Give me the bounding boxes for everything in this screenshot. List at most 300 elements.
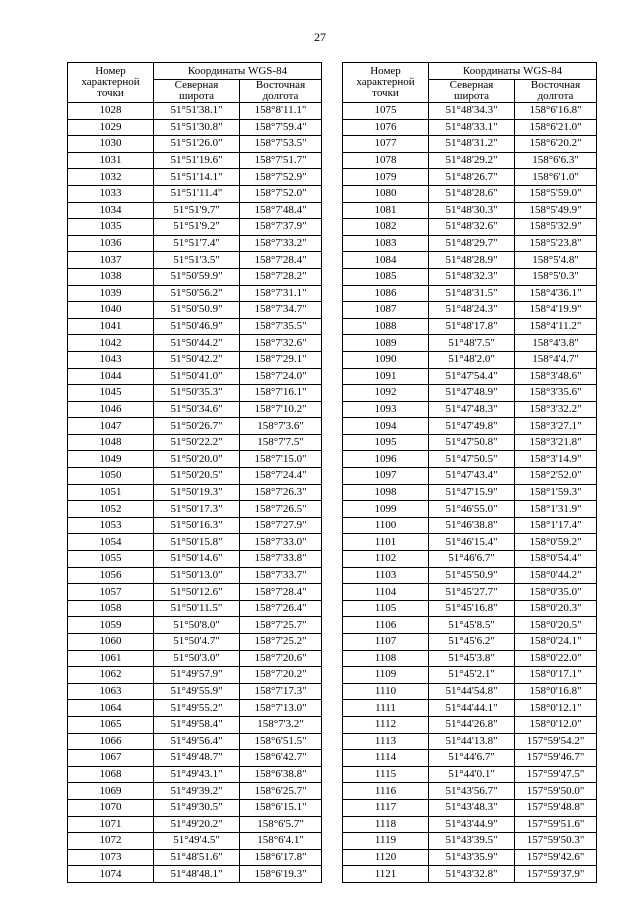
table-row [68, 318, 322, 335]
latitude-cell: 51°43'39.5" [429, 833, 515, 850]
point-number-cell: 1089 [343, 335, 429, 352]
longitude-cell: 157°59'48.8" [515, 799, 597, 816]
longitude-cell: 158°0'24.1" [515, 634, 597, 651]
header-coordinates: Координаты WGS-84 [154, 63, 322, 80]
table-row [343, 318, 597, 335]
point-number-cell: 1085 [343, 268, 429, 285]
longitude-cell: 158°4'19.9" [515, 302, 597, 319]
longitude-cell: 158°1'31.9" [515, 501, 597, 518]
point-number-cell: 1104 [343, 584, 429, 601]
point-number-cell: 1052 [68, 501, 154, 518]
table-row [343, 103, 597, 120]
point-number-cell: 1070 [68, 799, 154, 816]
table-row [68, 766, 322, 783]
point-number-cell: 1043 [68, 351, 154, 368]
point-number-cell: 1099 [343, 501, 429, 518]
table-row [343, 351, 597, 368]
table-row [343, 517, 597, 534]
latitude-cell: 51°50'11.5" [154, 600, 240, 617]
table-row [68, 451, 322, 468]
longitude-cell: 158°6'25.7" [240, 783, 322, 800]
latitude-cell: 51°51'14.1" [154, 169, 240, 186]
longitude-cell: 157°59'50.0" [515, 783, 597, 800]
table-row [343, 119, 597, 136]
point-number-cell: 1091 [343, 368, 429, 385]
table-row [343, 368, 597, 385]
table-row [68, 667, 322, 684]
latitude-cell: 51°48'48.1" [154, 866, 240, 883]
point-number-cell: 1055 [68, 551, 154, 568]
point-number-cell: 1066 [68, 733, 154, 750]
table-row [343, 667, 597, 684]
point-number-cell: 1064 [68, 700, 154, 717]
latitude-cell: 51°50'16.3" [154, 517, 240, 534]
table-row [68, 285, 322, 302]
table-row [68, 534, 322, 551]
latitude-cell: 51°48'51.6" [154, 849, 240, 866]
longitude-cell: 158°7'3.6" [240, 418, 322, 435]
table-row [343, 401, 597, 418]
coordinates-table-right [342, 62, 597, 883]
point-number-cell: 1081 [343, 202, 429, 219]
table-row [68, 484, 322, 501]
latitude-cell: 51°44'44.1" [429, 700, 515, 717]
point-number-cell: 1047 [68, 418, 154, 435]
table-row [68, 833, 322, 850]
table-row [68, 252, 322, 269]
longitude-cell: 158°0'20.5" [515, 617, 597, 634]
longitude-cell: 158°0'12.1" [515, 700, 597, 717]
table-row [343, 202, 597, 219]
latitude-cell: 51°49'55.9" [154, 683, 240, 700]
latitude-cell: 51°45'2.1" [429, 667, 515, 684]
table-row [68, 551, 322, 568]
table-row [68, 434, 322, 451]
longitude-cell: 158°4'3.8" [515, 335, 597, 352]
longitude-cell: 158°7'33.0" [240, 534, 322, 551]
longitude-cell: 158°0'17.1" [515, 667, 597, 684]
point-number-cell: 1071 [68, 816, 154, 833]
longitude-cell: 158°5'0.3" [515, 268, 597, 285]
longitude-cell: 158°3'48.6" [515, 368, 597, 385]
point-number-cell: 1058 [68, 600, 154, 617]
table-row [68, 468, 322, 485]
header-latitude: Северная широта [154, 80, 240, 103]
table-row [343, 285, 597, 302]
latitude-cell: 51°49'56.4" [154, 733, 240, 750]
longitude-cell: 157°59'54.2" [515, 733, 597, 750]
point-number-cell: 1039 [68, 285, 154, 302]
longitude-cell: 157°59'37.9" [515, 866, 597, 883]
table-row [343, 617, 597, 634]
longitude-cell: 158°5'4.8" [515, 252, 597, 269]
longitude-cell: 158°7'27.9" [240, 517, 322, 534]
longitude-cell: 158°0'20.3" [515, 600, 597, 617]
header-latitude: Северная широта [429, 80, 515, 103]
latitude-cell: 51°45'16.8" [429, 600, 515, 617]
latitude-cell: 51°50'19.3" [154, 484, 240, 501]
longitude-cell: 158°6'4.1" [240, 833, 322, 850]
latitude-cell: 51°47'50.5" [429, 451, 515, 468]
longitude-cell: 158°0'12.0" [515, 716, 597, 733]
table-row [343, 235, 597, 252]
table-row [343, 252, 597, 269]
table-row [68, 849, 322, 866]
point-number-cell: 1073 [68, 849, 154, 866]
latitude-cell: 51°49'48.7" [154, 750, 240, 767]
longitude-cell: 157°59'42.6" [515, 849, 597, 866]
table-row [68, 136, 322, 153]
latitude-cell: 51°43'48.3" [429, 799, 515, 816]
table-row [68, 385, 322, 402]
point-number-cell: 1069 [68, 783, 154, 800]
longitude-cell: 158°7'59.4" [240, 119, 322, 136]
latitude-cell: 51°49'20.2" [154, 816, 240, 833]
point-number-cell: 1097 [343, 468, 429, 485]
latitude-cell: 51°50'56.2" [154, 285, 240, 302]
latitude-cell: 51°50'41.0" [154, 368, 240, 385]
table-row [343, 816, 597, 833]
latitude-cell: 51°44'54.8" [429, 683, 515, 700]
table-row [343, 733, 597, 750]
point-number-cell: 1067 [68, 750, 154, 767]
latitude-cell: 51°45'27.7" [429, 584, 515, 601]
longitude-cell: 158°3'27.1" [515, 418, 597, 435]
longitude-cell: 158°1'59.3" [515, 484, 597, 501]
point-number-cell: 1049 [68, 451, 154, 468]
point-number-cell: 1045 [68, 385, 154, 402]
point-number-cell: 1083 [343, 235, 429, 252]
point-number-cell: 1030 [68, 136, 154, 153]
latitude-cell: 51°47'54.4" [429, 368, 515, 385]
latitude-cell: 51°50'42.2" [154, 351, 240, 368]
table-row [343, 716, 597, 733]
table-row [343, 484, 597, 501]
latitude-cell: 51°47'43.4" [429, 468, 515, 485]
table-row [343, 833, 597, 850]
longitude-cell: 158°7'20.6" [240, 650, 322, 667]
latitude-cell: 51°45'50.9" [429, 567, 515, 584]
table-row [68, 351, 322, 368]
table-row [68, 169, 322, 186]
coordinates-table-left [67, 62, 322, 883]
latitude-cell: 51°48'28.9" [429, 252, 515, 269]
longitude-cell: 158°7'16.1" [240, 385, 322, 402]
latitude-cell: 51°49'4.5" [154, 833, 240, 850]
longitude-cell: 158°6'42.7" [240, 750, 322, 767]
table-row [68, 268, 322, 285]
point-number-cell: 1098 [343, 484, 429, 501]
point-number-cell: 1038 [68, 268, 154, 285]
longitude-cell: 158°7'20.2" [240, 667, 322, 684]
latitude-cell: 51°51'38.1" [154, 103, 240, 120]
longitude-cell: 158°6'6.3" [515, 152, 597, 169]
point-number-cell: 1079 [343, 169, 429, 186]
latitude-cell: 51°48'32.3" [429, 268, 515, 285]
point-number-cell: 1048 [68, 434, 154, 451]
longitude-cell: 158°0'16.8" [515, 683, 597, 700]
table-row [68, 185, 322, 202]
point-number-cell: 1087 [343, 302, 429, 319]
longitude-cell: 158°7'13.0" [240, 700, 322, 717]
point-number-cell: 1082 [343, 219, 429, 236]
point-number-cell: 1119 [343, 833, 429, 850]
latitude-cell: 51°46'6.7" [429, 551, 515, 568]
point-number-cell: 1029 [68, 119, 154, 136]
longitude-cell: 158°5'23.8" [515, 235, 597, 252]
latitude-cell: 51°45'8.5" [429, 617, 515, 634]
table-row [68, 600, 322, 617]
longitude-cell: 158°7'3.2" [240, 716, 322, 733]
latitude-cell: 51°48'7.5" [429, 335, 515, 352]
table-row [343, 434, 597, 451]
latitude-cell: 51°51'26.0" [154, 136, 240, 153]
point-number-cell: 1035 [68, 219, 154, 236]
point-number-cell: 1037 [68, 252, 154, 269]
point-number-cell: 1088 [343, 318, 429, 335]
point-number-cell: 1093 [343, 401, 429, 418]
table-row [68, 650, 322, 667]
latitude-cell: 51°51'9.7" [154, 202, 240, 219]
point-number-cell: 1075 [343, 103, 429, 120]
longitude-cell: 158°0'54.4" [515, 551, 597, 568]
latitude-cell: 51°45'3.8" [429, 650, 515, 667]
table-row [343, 219, 597, 236]
point-number-cell: 1092 [343, 385, 429, 402]
longitude-cell: 158°6'20.2" [515, 136, 597, 153]
longitude-cell: 158°7'26.3" [240, 484, 322, 501]
latitude-cell: 51°44'26.8" [429, 716, 515, 733]
table-row [68, 517, 322, 534]
longitude-cell: 157°59'51.6" [515, 816, 597, 833]
point-number-cell: 1034 [68, 202, 154, 219]
table-row [343, 766, 597, 783]
latitude-cell: 51°47'48.9" [429, 385, 515, 402]
longitude-cell: 158°6'17.8" [240, 849, 322, 866]
longitude-cell: 158°7'31.1" [240, 285, 322, 302]
latitude-cell: 51°48'17.8" [429, 318, 515, 335]
latitude-cell: 51°48'24.3" [429, 302, 515, 319]
longitude-cell: 158°7'33.2" [240, 235, 322, 252]
table-row [343, 683, 597, 700]
latitude-cell: 51°50'50.9" [154, 302, 240, 319]
latitude-cell: 51°47'15.9" [429, 484, 515, 501]
point-number-cell: 1084 [343, 252, 429, 269]
table-row [343, 799, 597, 816]
latitude-cell: 51°50'3.0" [154, 650, 240, 667]
latitude-cell: 51°48'29.2" [429, 152, 515, 169]
point-number-cell: 1032 [68, 169, 154, 186]
table-row [343, 152, 597, 169]
latitude-cell: 51°50'20.0" [154, 451, 240, 468]
latitude-cell: 51°49'55.2" [154, 700, 240, 717]
latitude-cell: 51°50'22.2" [154, 434, 240, 451]
latitude-cell: 51°50'14.6" [154, 551, 240, 568]
longitude-cell: 158°0'44.2" [515, 567, 597, 584]
point-number-cell: 1031 [68, 152, 154, 169]
table-row [343, 866, 597, 883]
latitude-cell: 51°51'7.4" [154, 235, 240, 252]
header-longitude: Восточная долгота [515, 80, 597, 103]
longitude-cell: 158°7'24.0" [240, 368, 322, 385]
point-number-cell: 1040 [68, 302, 154, 319]
latitude-cell: 51°48'32.6" [429, 219, 515, 236]
table-row [343, 551, 597, 568]
latitude-cell: 51°43'44.9" [429, 816, 515, 833]
table-row [68, 584, 322, 601]
table-row [343, 584, 597, 601]
point-number-cell: 1042 [68, 335, 154, 352]
latitude-cell: 51°48'29.7" [429, 235, 515, 252]
point-number-cell: 1074 [68, 866, 154, 883]
longitude-cell: 158°7'26.5" [240, 501, 322, 518]
longitude-cell: 158°7'10.2" [240, 401, 322, 418]
point-number-cell: 1076 [343, 119, 429, 136]
point-number-cell: 1108 [343, 650, 429, 667]
point-number-cell: 1116 [343, 783, 429, 800]
latitude-cell: 51°50'8.0" [154, 617, 240, 634]
longitude-cell: 158°5'32.9" [515, 219, 597, 236]
longitude-cell: 158°7'33.7" [240, 567, 322, 584]
point-number-cell: 1063 [68, 683, 154, 700]
table-row [68, 368, 322, 385]
latitude-cell: 51°47'48.3" [429, 401, 515, 418]
table-row [68, 567, 322, 584]
table-row [68, 418, 322, 435]
point-number-cell: 1115 [343, 766, 429, 783]
longitude-cell: 158°6'19.3" [240, 866, 322, 883]
table-row [68, 235, 322, 252]
latitude-cell: 51°50'12.6" [154, 584, 240, 601]
point-number-cell: 1056 [68, 567, 154, 584]
point-number-cell: 1059 [68, 617, 154, 634]
point-number-cell: 1107 [343, 634, 429, 651]
header-longitude: Восточная долгота [240, 80, 322, 103]
point-number-cell: 1046 [68, 401, 154, 418]
table-row [68, 401, 322, 418]
latitude-cell: 51°49'39.2" [154, 783, 240, 800]
latitude-cell: 51°49'58.4" [154, 716, 240, 733]
longitude-cell: 158°7'7.5" [240, 434, 322, 451]
latitude-cell: 51°49'43.1" [154, 766, 240, 783]
longitude-cell: 158°7'33.8" [240, 551, 322, 568]
longitude-cell: 158°7'52.0" [240, 185, 322, 202]
point-number-cell: 1094 [343, 418, 429, 435]
latitude-cell: 51°49'30.5" [154, 799, 240, 816]
table-row [68, 750, 322, 767]
point-number-cell: 1100 [343, 517, 429, 534]
table-row [343, 418, 597, 435]
point-number-cell: 1111 [343, 700, 429, 717]
point-number-cell: 1057 [68, 584, 154, 601]
longitude-cell: 158°0'59.2" [515, 534, 597, 551]
table-row [343, 634, 597, 651]
longitude-cell: 158°7'28.4" [240, 252, 322, 269]
longitude-cell: 158°6'5.7" [240, 816, 322, 833]
latitude-cell: 51°46'55.0" [429, 501, 515, 518]
longitude-cell: 158°6'16.8" [515, 103, 597, 120]
point-number-cell: 1065 [68, 716, 154, 733]
table-row [343, 185, 597, 202]
latitude-cell: 51°46'38.8" [429, 517, 515, 534]
table-row [343, 750, 597, 767]
latitude-cell: 51°50'26.7" [154, 418, 240, 435]
table-row [68, 103, 322, 120]
longitude-cell: 158°3'14.9" [515, 451, 597, 468]
point-number-cell: 1113 [343, 733, 429, 750]
point-number-cell: 1096 [343, 451, 429, 468]
point-number-cell: 1036 [68, 235, 154, 252]
longitude-cell: 158°7'32.6" [240, 335, 322, 352]
point-number-cell: 1072 [68, 833, 154, 850]
table-row [68, 816, 322, 833]
point-number-cell: 1090 [343, 351, 429, 368]
table-row [68, 716, 322, 733]
table-row [68, 700, 322, 717]
longitude-cell: 158°7'17.3" [240, 683, 322, 700]
longitude-cell: 158°7'15.0" [240, 451, 322, 468]
longitude-cell: 158°6'1.0" [515, 169, 597, 186]
table-row [343, 849, 597, 866]
table-row [68, 302, 322, 319]
latitude-cell: 51°45'6.2" [429, 634, 515, 651]
latitude-cell: 51°47'49.8" [429, 418, 515, 435]
latitude-cell: 51°51'3.5" [154, 252, 240, 269]
header-point-number: Номер характерной точки [343, 63, 429, 103]
latitude-cell: 51°50'20.5" [154, 468, 240, 485]
longitude-cell: 158°7'52.9" [240, 169, 322, 186]
longitude-cell: 158°7'35.5" [240, 318, 322, 335]
latitude-cell: 51°44'13.8" [429, 733, 515, 750]
table-row [343, 136, 597, 153]
longitude-cell: 158°6'15.1" [240, 799, 322, 816]
longitude-cell: 158°6'51.5" [240, 733, 322, 750]
point-number-cell: 1080 [343, 185, 429, 202]
longitude-cell: 158°7'51.7" [240, 152, 322, 169]
latitude-cell: 51°43'32.8" [429, 866, 515, 883]
longitude-cell: 158°7'24.4" [240, 468, 322, 485]
table-row [343, 451, 597, 468]
longitude-cell: 158°4'36.1" [515, 285, 597, 302]
table-row [343, 783, 597, 800]
table-row [343, 534, 597, 551]
longitude-cell: 158°7'25.7" [240, 617, 322, 634]
table-row [343, 700, 597, 717]
table-row [343, 600, 597, 617]
point-number-cell: 1068 [68, 766, 154, 783]
longitude-cell: 158°6'21.0" [515, 119, 597, 136]
longitude-cell: 157°59'46.7" [515, 750, 597, 767]
longitude-cell: 158°7'34.7" [240, 302, 322, 319]
latitude-cell: 51°51'9.2" [154, 219, 240, 236]
table-row [68, 866, 322, 883]
point-number-cell: 1105 [343, 600, 429, 617]
latitude-cell: 51°50'17.3" [154, 501, 240, 518]
point-number-cell: 1033 [68, 185, 154, 202]
point-number-cell: 1101 [343, 534, 429, 551]
longitude-cell: 158°7'28.2" [240, 268, 322, 285]
latitude-cell: 51°48'34.3" [429, 103, 515, 120]
longitude-cell: 158°2'52.0" [515, 468, 597, 485]
table-row [68, 783, 322, 800]
latitude-cell: 51°50'15.8" [154, 534, 240, 551]
latitude-cell: 51°44'0.1" [429, 766, 515, 783]
point-number-cell: 1110 [343, 683, 429, 700]
latitude-cell: 51°43'35.9" [429, 849, 515, 866]
table-row [343, 268, 597, 285]
point-number-cell: 1054 [68, 534, 154, 551]
table-row [343, 302, 597, 319]
